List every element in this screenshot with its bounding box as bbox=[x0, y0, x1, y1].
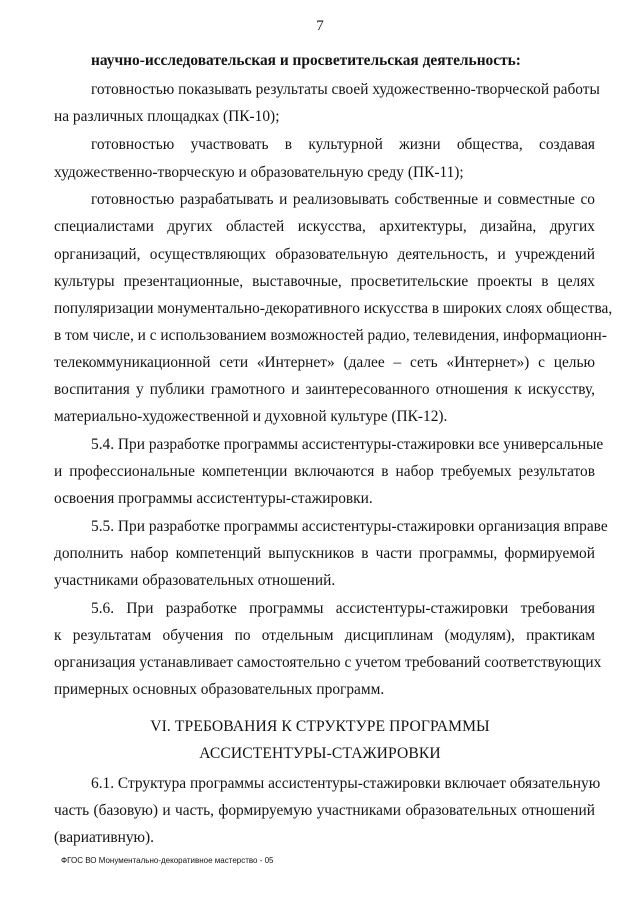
paragraph-line: часть (базовую) и часть, формируемую участниками образовательных отношений bbox=[54, 802, 595, 819]
paragraph-line: 6.1. Структура программы ассистентуры-стажировки включает обязательную bbox=[91, 775, 601, 792]
section-heading-line-1: VI. ТРЕБОВАНИЯ К СТРУКТУРЕ ПРОГРАММЫ bbox=[150, 718, 490, 735]
paragraph-line: дополнить набор компетенций выпускников в части программы, формируемой bbox=[54, 545, 595, 562]
paragraph-line: и профессиональные компетенции включаются в набор требуемых результатов bbox=[54, 463, 595, 480]
paragraph-line: телекоммуникационной сети «Интернет» (далее – сеть «Интернет») с целью bbox=[54, 354, 595, 371]
paragraph-line: (вариативную). bbox=[54, 829, 155, 846]
paragraph-line: освоения программы ассистентуры-стажировки. bbox=[54, 490, 373, 507]
paragraph-line: готовностью разрабатывать и реализовывать собственные и совместные со bbox=[91, 191, 595, 208]
paragraph-line: участниками образовательных отношений. bbox=[54, 572, 336, 589]
paragraph-line: готовностью участвовать в культурной жизни общества, создавая bbox=[91, 136, 595, 153]
paragraph-line: 5.5. При разработке программы ассистентуры-стажировки организация вправе bbox=[91, 518, 608, 535]
document-footer: ФГОС ВО Монументально-декоративное мастерство - 05 bbox=[61, 856, 274, 865]
paragraph-line: 5.6. При разработке программы ассистентуры-стажировки требования bbox=[91, 600, 595, 617]
paragraph-line: готовностью показывать результаты своей художественно-творческой работы bbox=[91, 81, 600, 98]
paragraph-line: популяризации монументально-декоративного искусства в широких слоях общества, bbox=[54, 300, 613, 317]
paragraph-line: на различных площадках (ПК-10); bbox=[54, 108, 280, 125]
paragraph-line: художественно-творческую и образовательную среду (ПК-11); bbox=[54, 164, 464, 181]
paragraph-line: культуры презентационные, выставочные, просветительские проекты в целях bbox=[54, 273, 595, 290]
section-subtitle-research: научно-исследовательская и просветительская деятельность: bbox=[91, 52, 521, 69]
paragraph-line: к результатам обучения по отдельным дисциплинам (модулям), практикам bbox=[54, 627, 595, 644]
paragraph-line: специалистами других областей искусства, архитектуры, дизайна, других bbox=[54, 218, 595, 235]
paragraph-line: в том числе, и с использованием возможностей радио, телевидения, информационн- bbox=[54, 327, 607, 344]
paragraph-line: примерных основных образовательных программ. bbox=[54, 681, 385, 698]
paragraph-line: 5.4. При разработке программы ассистентуры-стажировки все универсальные bbox=[91, 436, 604, 453]
paragraph-line: организаций, осуществляющих образовательную деятельность, и учреждений bbox=[54, 246, 595, 263]
paragraph-line: организация устанавливает самостоятельно с учетом требований соответствующих bbox=[54, 654, 602, 671]
page-number: 7 bbox=[316, 18, 324, 34]
section-heading-line-2: АССИСТЕНТУРЫ-СТАЖИРОВКИ bbox=[199, 745, 441, 762]
paragraph-line: воспитания у публики грамотного и заинтересованного отношения к искусству, bbox=[54, 381, 595, 398]
paragraph-line: материально-художественной и духовной культуре (ПК-12). bbox=[54, 408, 448, 425]
